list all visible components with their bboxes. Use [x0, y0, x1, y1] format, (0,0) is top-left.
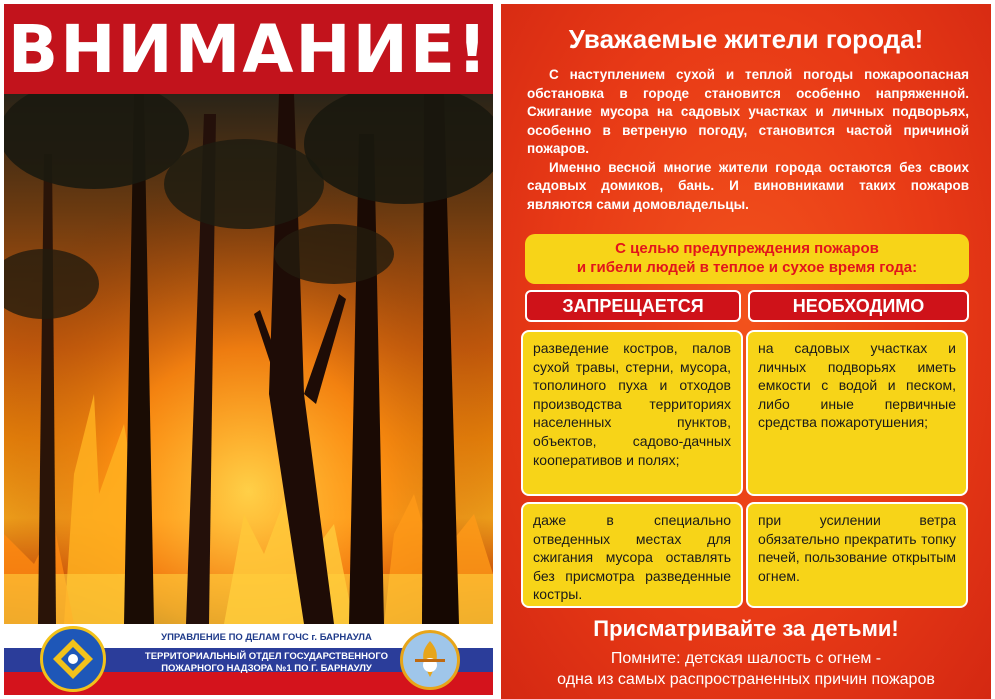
- forest-fire-photo: [4, 94, 493, 624]
- right-column: [497, 0, 995, 699]
- required-header: НЕОБХОДИМО: [748, 290, 969, 322]
- prevention-notice-line1: С целью предупреждения пожаров: [615, 240, 879, 257]
- agency-footer: [4, 624, 493, 695]
- forbidden-header: ЗАПРЕЩАЕТСЯ: [525, 290, 741, 322]
- department-name-line2: ПОЖАРНОГО НАДЗОРА №1 ПО Г. БАРНАУЛУ: [161, 663, 372, 674]
- prevention-notice: [525, 234, 969, 284]
- intro-paragraph-1: С наступлением сухой и теплой погоды пожароопасная обстановка в городе становится особенно напряженной. Сжигание мусора на садовых участках и личных подворьях, особенно в ветреную погоду, становится частой причиной пожаров.: [527, 67, 969, 156]
- title-banner: [4, 4, 493, 94]
- intro-paragraph-2: Именно весной многие жители города остаются без своих садовых домиков, бань. И виновниками таких пожаров являются сами домовладельцы.: [527, 159, 969, 212]
- intro-text: [527, 66, 969, 214]
- fire-service-emblem-icon: [400, 630, 460, 690]
- info-panel: [501, 4, 991, 699]
- reminder-line1: Помните: детская шалость с огнем -: [610, 650, 882, 667]
- required-item-1: на садовых участках и личных подворьях иметь емкости с водой и песком, либо иные первичные средства пожаротушения;: [746, 330, 968, 496]
- reminder-text: [501, 648, 991, 690]
- left-column: [0, 0, 497, 699]
- forbidden-item-1: разведение костров, палов сухой травы, стерни, мусора, тополиного пуха и отходов производства территориях населенных пунктов, объектов, садово-дачных кооперативов и полях;: [521, 330, 743, 496]
- prevention-notice-line2: и гибели людей в теплое и сухое время года:: [576, 259, 918, 276]
- forest-fire-illustration: [4, 94, 493, 624]
- department-name-line1: ТЕРРИТОРИАЛЬНЫЙ ОТДЕЛ ГОСУДАРСТВЕННОГО: [144, 651, 389, 662]
- watch-children-heading: Присматривайте за детьми!: [593, 616, 899, 641]
- page-title: ВНИМАНИЕ!: [7, 10, 490, 88]
- footer-text-block: [124, 632, 409, 675]
- greeting-heading: Уважаемые жители города!: [568, 24, 924, 54]
- emercom-emblem-icon: [40, 626, 106, 692]
- required-item-2: при усилении ветра обязательно прекратить топку печей, пользование открытым огнем.: [746, 502, 968, 608]
- agency-name: УПРАВЛЕНИЕ ПО ДЕЛАМ ГОЧС г. БАРНАУЛА: [161, 632, 372, 643]
- forbidden-item-2: даже в специально отведенных местах для сжигания мусора оставлять без присмотра разведенные костры.: [521, 502, 743, 608]
- reminder-line2: одна из самых распространенных причин пожаров: [557, 671, 935, 688]
